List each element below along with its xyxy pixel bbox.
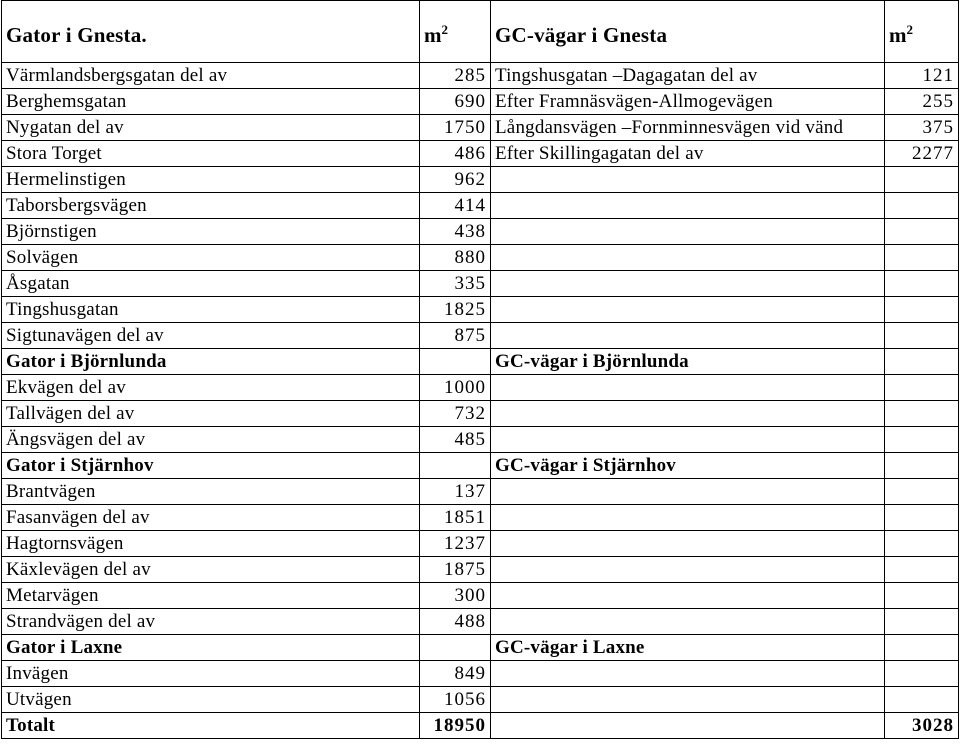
section-row [2, 349, 959, 375]
right-name-cell [491, 557, 885, 583]
table-row [2, 141, 959, 167]
left-name-cell: Nygatan del av [2, 115, 420, 141]
left-name-cell: Taborsbergsvägen [2, 193, 420, 219]
right-value-cell: 121 [885, 63, 959, 89]
left-name-cell: Åsgatan [2, 271, 420, 297]
left-name-cell: Gator i Laxne [2, 635, 420, 661]
left-value-cell: 285 [420, 63, 491, 89]
left-value-cell [420, 453, 491, 479]
right-name-cell [491, 245, 885, 271]
left-name-cell: Totalt [2, 713, 420, 739]
right-value-cell [885, 609, 959, 635]
right-value-cell [885, 297, 959, 323]
left-value-cell: 438 [420, 219, 491, 245]
table-row [2, 323, 959, 349]
left-name-cell: Sigtunavägen del av [2, 323, 420, 349]
table-row [2, 583, 959, 609]
table-row [2, 687, 959, 713]
left-value-cell: 1875 [420, 557, 491, 583]
left-value-cell: 690 [420, 89, 491, 115]
right-value-cell [885, 193, 959, 219]
left-name-cell: Tingshusgatan [2, 297, 420, 323]
left-name-cell: Berghemsgatan [2, 89, 420, 115]
left-value-cell: 137 [420, 479, 491, 505]
header-row [2, 1, 959, 63]
right-name-cell [491, 583, 885, 609]
right-value-cell [885, 245, 959, 271]
right-value-cell [885, 219, 959, 245]
left-value-cell: 1237 [420, 531, 491, 557]
left-name-cell: Käxlevägen del av [2, 557, 420, 583]
right-value-cell [885, 323, 959, 349]
right-value-cell [885, 401, 959, 427]
right-name-cell: Efter Framnäsvägen-Allmogevägen [491, 89, 885, 115]
street-area-table [1, 0, 959, 739]
left-value-cell: 18950 [420, 713, 491, 739]
table-row [2, 479, 959, 505]
table-row [2, 115, 959, 141]
right-name-cell [491, 167, 885, 193]
left-name-cell: Hermelinstigen [2, 167, 420, 193]
right-value-cell [885, 505, 959, 531]
left-value-cell: 875 [420, 323, 491, 349]
header-right-unit: $m^2$ [885, 1, 959, 63]
table-row [2, 375, 959, 401]
table-row [2, 219, 959, 245]
right-value-cell [885, 661, 959, 687]
right-name-cell [491, 193, 885, 219]
left-value-cell: 1056 [420, 687, 491, 713]
left-name-cell: Stora Torget [2, 141, 420, 167]
right-name-cell [491, 271, 885, 297]
left-name-cell: Värmlandsbergsgatan del av [2, 63, 420, 89]
left-name-cell: Tallvägen del av [2, 401, 420, 427]
left-name-cell: Ängsvägen del av [2, 427, 420, 453]
table-row [2, 609, 959, 635]
right-name-cell [491, 323, 885, 349]
left-name-cell: Utvägen [2, 687, 420, 713]
right-value-cell [885, 375, 959, 401]
total-row [2, 713, 959, 739]
table-row [2, 89, 959, 115]
left-value-cell: 414 [420, 193, 491, 219]
right-name-cell: Långdansvägen –Fornminnesvägen vid vänd [491, 115, 885, 141]
left-value-cell: 1825 [420, 297, 491, 323]
left-name-cell: Björnstigen [2, 219, 420, 245]
table-row [2, 531, 959, 557]
table-row [2, 167, 959, 193]
right-name-cell [491, 609, 885, 635]
right-name-cell: Tingshusgatan –Dagagatan del av [491, 63, 885, 89]
right-name-cell [491, 479, 885, 505]
right-value-cell [885, 271, 959, 297]
right-value-cell [885, 635, 959, 661]
right-name-cell [491, 713, 885, 739]
right-value-cell [885, 349, 959, 375]
right-name-cell [491, 687, 885, 713]
left-name-cell: Brantvägen [2, 479, 420, 505]
left-value-cell: 488 [420, 609, 491, 635]
right-name-cell: Efter Skillingagatan del av [491, 141, 885, 167]
left-value-cell: 485 [420, 427, 491, 453]
table-row [2, 271, 959, 297]
section-row [2, 635, 959, 661]
left-value-cell: 300 [420, 583, 491, 609]
header-left-title: Gator i Gnesta. [2, 1, 420, 63]
right-name-cell [491, 401, 885, 427]
right-name-cell [491, 531, 885, 557]
right-name-cell: GC-vägar i Laxne [491, 635, 885, 661]
right-name-cell: GC-vägar i Björnlunda [491, 349, 885, 375]
left-value-cell: 335 [420, 271, 491, 297]
table-row [2, 401, 959, 427]
left-value-cell: 880 [420, 245, 491, 271]
left-value-cell: 849 [420, 661, 491, 687]
left-value-cell: 1851 [420, 505, 491, 531]
left-value-cell [420, 349, 491, 375]
left-name-cell: Ekvägen del av [2, 375, 420, 401]
left-name-cell: Gator i Björnlunda [2, 349, 420, 375]
right-value-cell [885, 427, 959, 453]
left-value-cell: 486 [420, 141, 491, 167]
left-name-cell: Hagtornsvägen [2, 531, 420, 557]
left-value-cell: 1000 [420, 375, 491, 401]
table-row [2, 505, 959, 531]
right-value-cell: 255 [885, 89, 959, 115]
table-row [2, 297, 959, 323]
right-value-cell: 375 [885, 115, 959, 141]
left-value-cell: 732 [420, 401, 491, 427]
header-left-unit: $m^2$ [420, 1, 491, 63]
left-value-cell: 1750 [420, 115, 491, 141]
left-name-cell: Fasanvägen del av [2, 505, 420, 531]
right-name-cell [491, 661, 885, 687]
right-name-cell [491, 427, 885, 453]
table-row [2, 661, 959, 687]
right-value-cell [885, 583, 959, 609]
right-name-cell [491, 297, 885, 323]
left-name-cell: Solvägen [2, 245, 420, 271]
table-row [2, 427, 959, 453]
header-right-title: GC-vägar i Gnesta [491, 1, 885, 63]
left-name-cell: Gator i Stjärnhov [2, 453, 420, 479]
table-body [2, 1, 959, 739]
left-value-cell: 962 [420, 167, 491, 193]
left-name-cell: Strandvägen del av [2, 609, 420, 635]
right-value-cell [885, 453, 959, 479]
right-value-cell: 3028 [885, 713, 959, 739]
right-value-cell [885, 557, 959, 583]
table-row [2, 63, 959, 89]
right-name-cell: GC-vägar i Stjärnhov [491, 453, 885, 479]
table-row [2, 557, 959, 583]
left-name-cell: Metarvägen [2, 583, 420, 609]
right-value-cell [885, 479, 959, 505]
right-value-cell [885, 687, 959, 713]
left-name-cell: Invägen [2, 661, 420, 687]
left-value-cell [420, 635, 491, 661]
right-name-cell [491, 219, 885, 245]
right-value-cell [885, 531, 959, 557]
table-row [2, 193, 959, 219]
right-value-cell: 2277 [885, 141, 959, 167]
right-value-cell [885, 167, 959, 193]
table-row [2, 245, 959, 271]
right-name-cell [491, 375, 885, 401]
right-name-cell [491, 505, 885, 531]
section-row [2, 453, 959, 479]
